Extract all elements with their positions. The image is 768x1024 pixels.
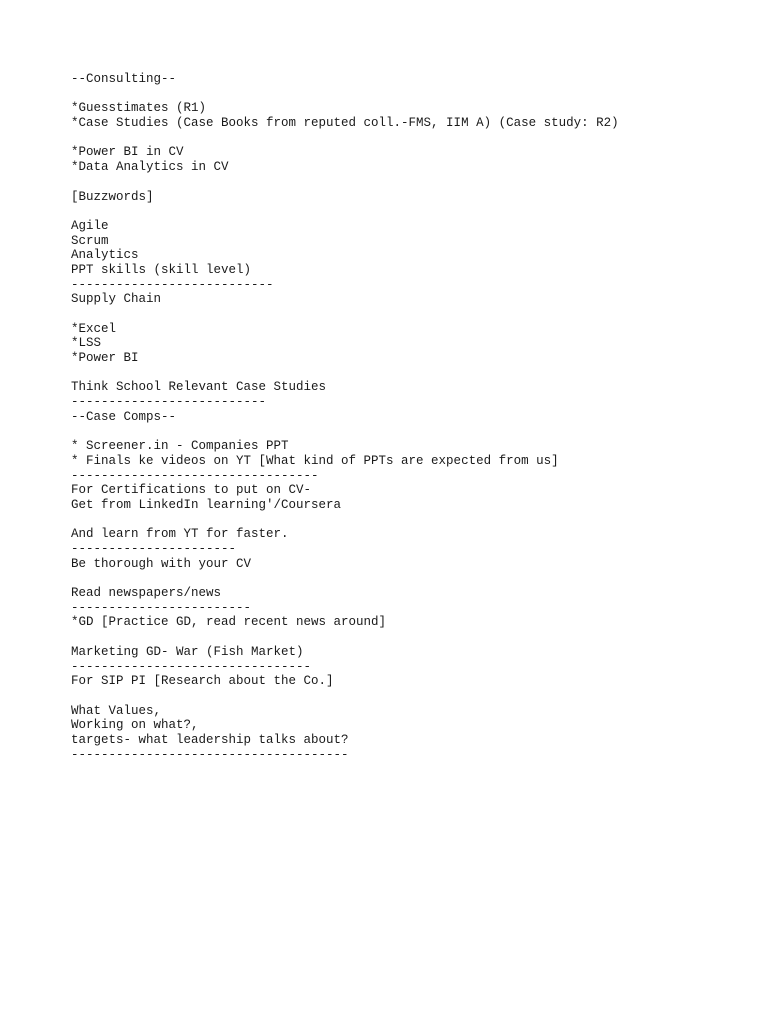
text-line: For Certifications to put on CV- (71, 483, 312, 498)
separator-line: ------------------------------------- (71, 747, 349, 762)
text-line: Marketing GD- War (Fish Market) (71, 644, 304, 659)
text-line: *Data Analytics in CV (71, 160, 229, 175)
separator-line: ------------------------ (71, 600, 252, 615)
blank-line (71, 630, 619, 645)
text-line: Get from LinkedIn learning'/Coursera (71, 497, 342, 512)
separator-line: -------------------------------- (71, 659, 312, 674)
text-line: *GD [Practice GD, read recent news around] (71, 615, 387, 630)
blank-line (71, 131, 619, 146)
text-line: For SIP PI [Research about the Co.] (71, 674, 334, 689)
text-line: * Screener.in - Companies PPT (71, 439, 289, 454)
blank-line (71, 175, 619, 190)
text-line: What Values, (71, 703, 162, 718)
text-line: *Power BI in CV (71, 145, 184, 160)
blank-line (71, 689, 619, 704)
separator-line: -------------------------- (71, 395, 267, 410)
blank-line (71, 204, 619, 219)
blank-line (71, 425, 619, 440)
text-line: *Excel (71, 321, 117, 336)
text-line: Agile (71, 218, 109, 233)
blank-line (71, 513, 619, 528)
document-body (71, 72, 619, 762)
text-line: Think School Relevant Case Studies (71, 380, 327, 395)
blank-line (71, 366, 619, 381)
text-line: Analytics (71, 248, 139, 263)
text-line: Supply Chain (71, 292, 162, 307)
separator-line: --------------------------------- (71, 468, 319, 483)
blank-line (71, 307, 619, 322)
blank-line (71, 87, 619, 102)
text-line: [Buzzwords] (71, 189, 154, 204)
text-line: Read newspapers/news (71, 586, 222, 601)
text-line: Be thorough with your CV (71, 556, 252, 571)
text-line: *Power BI (71, 351, 139, 366)
text-line: And learn from YT for faster. (71, 527, 289, 542)
text-line: Scrum (71, 233, 109, 248)
section-heading: --Consulting-- (71, 72, 177, 86)
text-line: * Finals ke videos on YT [What kind of PPTs are expected from us] (71, 453, 559, 468)
text-line: PPT skills (skill level) (71, 262, 252, 277)
blank-line (71, 571, 619, 586)
text-line: Working on what?, (71, 718, 199, 733)
text-line: targets- what leadership talks about? (71, 732, 349, 747)
separator-line: ---------------------- (71, 542, 237, 556)
section-heading: --Case Comps-- (71, 409, 177, 424)
text-line: *LSS (71, 336, 102, 351)
text-line: *Guesstimates (R1) (71, 101, 207, 116)
text-line: *Case Studies (Case Books from reputed coll.-FMS, IIM A) (Case study: R2) (71, 116, 619, 131)
separator-line: --------------------------- (71, 277, 274, 292)
